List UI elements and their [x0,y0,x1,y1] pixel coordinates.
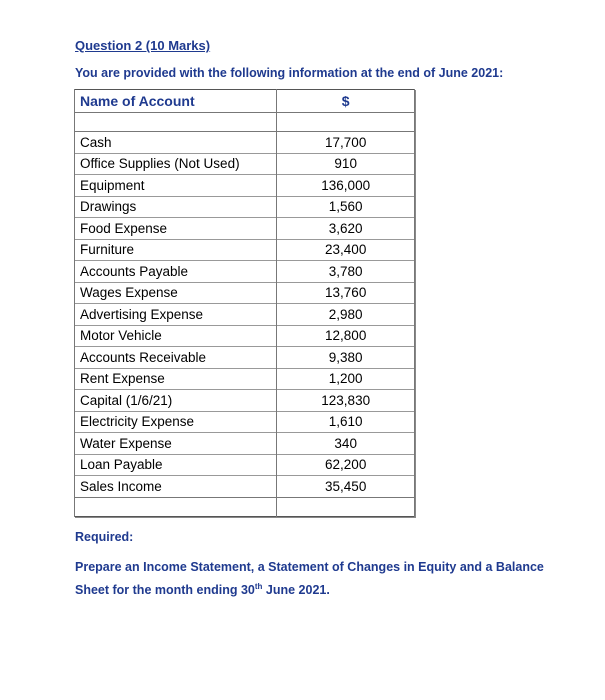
account-name: Cash [75,132,277,154]
instruction-superscript: th [254,582,263,591]
table-row [75,239,415,261]
table-row [75,175,415,197]
instruction-part2: June 2021. [262,583,330,598]
account-name: Advertising Expense [75,304,277,326]
intro-text: You are provided with the following information at the end of June 2021: [75,66,504,80]
account-name: Rent Expense [75,368,277,390]
account-amount: 123,830 [277,390,415,412]
table-row [75,282,415,304]
account-amount: 35,450 [277,476,415,498]
account-amount: 23,400 [277,239,415,261]
account-name: Wages Expense [75,282,277,304]
account-amount: 1,560 [277,196,415,218]
account-name: Furniture [75,239,277,261]
account-amount: 3,780 [277,261,415,283]
table-row [75,433,415,455]
table-row [75,476,415,498]
account-amount: 136,000 [277,175,415,197]
account-name: Motor Vehicle [75,325,277,347]
required-label: Required: [75,530,134,544]
table-header-row [75,90,415,113]
table-row [75,132,415,154]
account-name: Water Expense [75,433,277,455]
account-amount: 12,800 [277,325,415,347]
table-spacer-row [75,113,415,132]
account-name: Sales Income [75,476,277,498]
account-name: Electricity Expense [75,411,277,433]
account-name: Loan Payable [75,454,277,476]
account-name: Capital (1/6/21) [75,390,277,412]
question-heading: Question 2 (10 Marks) [75,38,211,53]
account-amount: 17,700 [277,132,415,154]
account-amount: 9,380 [277,347,415,369]
account-amount: 340 [277,433,415,455]
table-row [75,261,415,283]
table-row [75,153,415,175]
account-amount: 62,200 [277,454,415,476]
accounts-table [74,89,415,517]
instruction-part1: Prepare an Income Statement, a Statement of Changes in Equity and a Balance Sheet for the month ending 30 [75,560,544,598]
account-name: Equipment [75,175,277,197]
table-row [75,390,415,412]
table-row [75,411,415,433]
column-header-amount: $ [277,90,415,113]
account-name: Accounts Payable [75,261,277,283]
account-name: Food Expense [75,218,277,240]
account-amount: 2,980 [277,304,415,326]
instruction-text [75,558,565,600]
table-row [75,368,415,390]
account-name: Drawings [75,196,277,218]
account-amount: 13,760 [277,282,415,304]
table-row [75,304,415,326]
table-row [75,454,415,476]
account-name: Office Supplies (Not Used) [75,153,277,175]
table-empty-row [75,497,415,516]
account-amount: 910 [277,153,415,175]
table-row [75,218,415,240]
account-amount: 1,610 [277,411,415,433]
table-row [75,325,415,347]
account-amount: 1,200 [277,368,415,390]
table-row [75,347,415,369]
account-amount: 3,620 [277,218,415,240]
table-row [75,196,415,218]
column-header-name: Name of Account [75,90,277,113]
account-name: Accounts Receivable [75,347,277,369]
